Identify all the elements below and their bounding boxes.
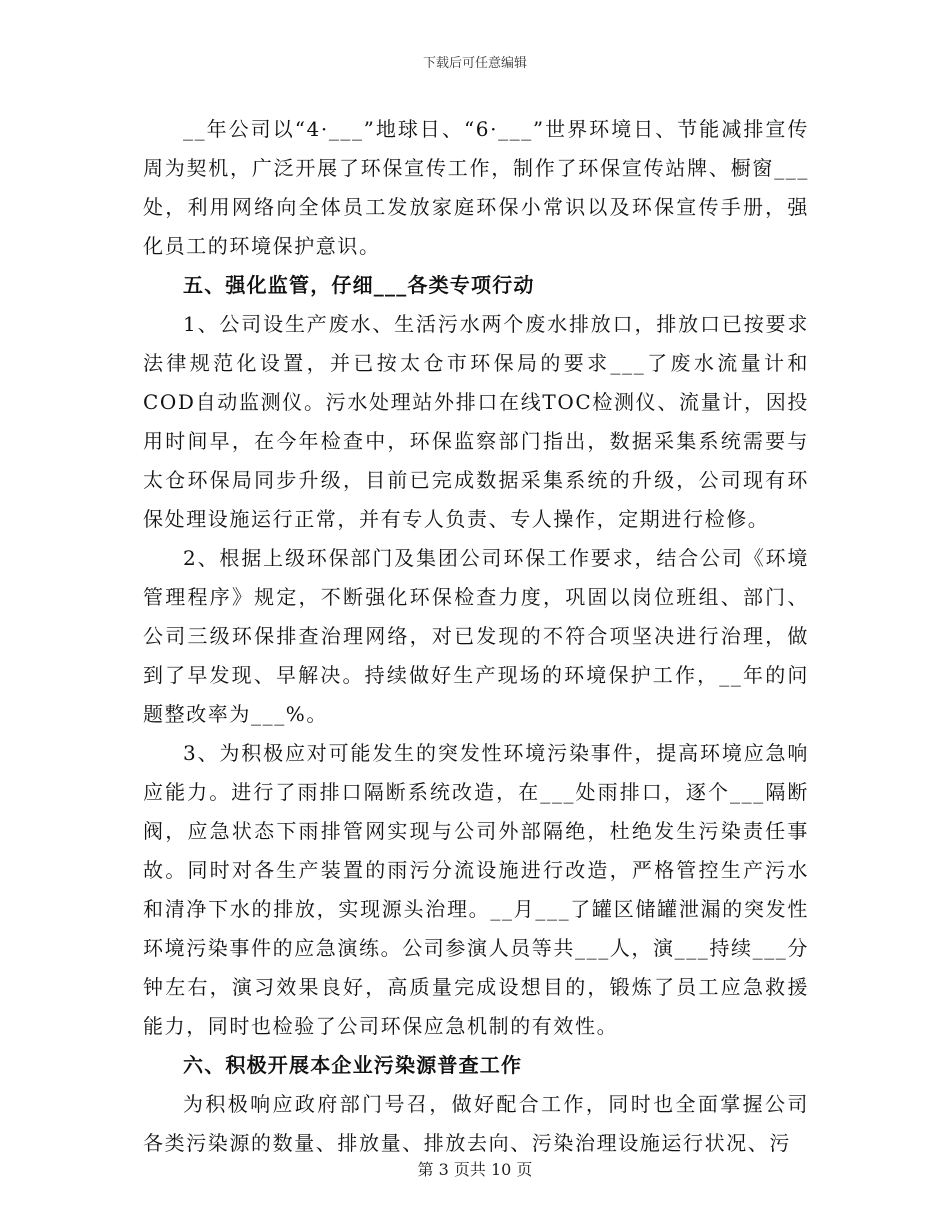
paragraph-wastewater-outlets: 1、公司设生产废水、生活污水两个废水排放口，排放口已按要求法律规范化设置，并已按太仓市环保局的要求___了废水流量计和COD自动监测仪。污水处理站外排口在线TOC检测仪、流量计，因投用时间早，在今年检查中，环保监察部门指出，数据采集系统需要与太仓环保局同步升级，目前已完成数据采集系统的升级，公司现有环保处理设施运行正常，并有专人负责、专人操作，定期进行检修。: [143, 312, 809, 531]
document-body: [143, 110, 809, 1163]
paragraph-inspection-network: 2、根据上级环保部门及集团公司环保工作要求，结合公司《环境管理程序》规定，不断强化环保检查力度，巩固以岗位班组、部门、公司三级环保排查治理网络，对已发现的不符合项坚决进行治理，做到了早发现、早解决。持续做好生产现场的环境保护工作，__年的问题整改率为___%。: [143, 546, 809, 726]
paragraph-environmental-publicity: __年公司以“4·___”地球日、“6·___”世界环境日、节能减排宣传周为契机，广泛开展了环保宣传工作，制作了环保宣传站牌、橱窗___处，利用网络向全体员工发放家庭环保小常识以及环保宣传手册，强化员工的环境保护意识。: [143, 117, 809, 258]
section-heading-6: 六、积极开展本企业污染源普查工作: [183, 1053, 523, 1077]
section-heading-5: 五、强化监管，仔细___各类专项行动: [183, 273, 535, 297]
paragraph-emergency-response: 3、为积极应对可能发生的突发性环境污染事件，提高环境应急响应能力。进行了雨排口隔断系统改造，在___处雨排口，逐个___隔断阀，应急状态下雨排管网实现与公司外部隔绝，杜绝发生污染责任事故。同时对各生产装置的雨污分流设施进行改造，严格管控生产污水和清净下水的排放，实现源头治理。__月___了罐区储罐泄漏的突发性环境污染事件的应急演练。公司参演人员等共___人，演___持续___分钟左右，演习效果良好，高质量完成设想目的，锻炼了员工应急救援能力，同时也检验了公司环保应急机制的有效性。: [143, 741, 809, 1038]
page-header: 下载后可任意编辑: [422, 56, 527, 71]
paragraph-pollution-census: 为积极响应政府部门号召，做好配合工作，同时也全面掌握公司各类污染源的数量、排放量、排放去向、污染治理设施运行状况、污: [143, 1092, 809, 1155]
page-number: 第 3 页共 10 页: [417, 1160, 533, 1179]
